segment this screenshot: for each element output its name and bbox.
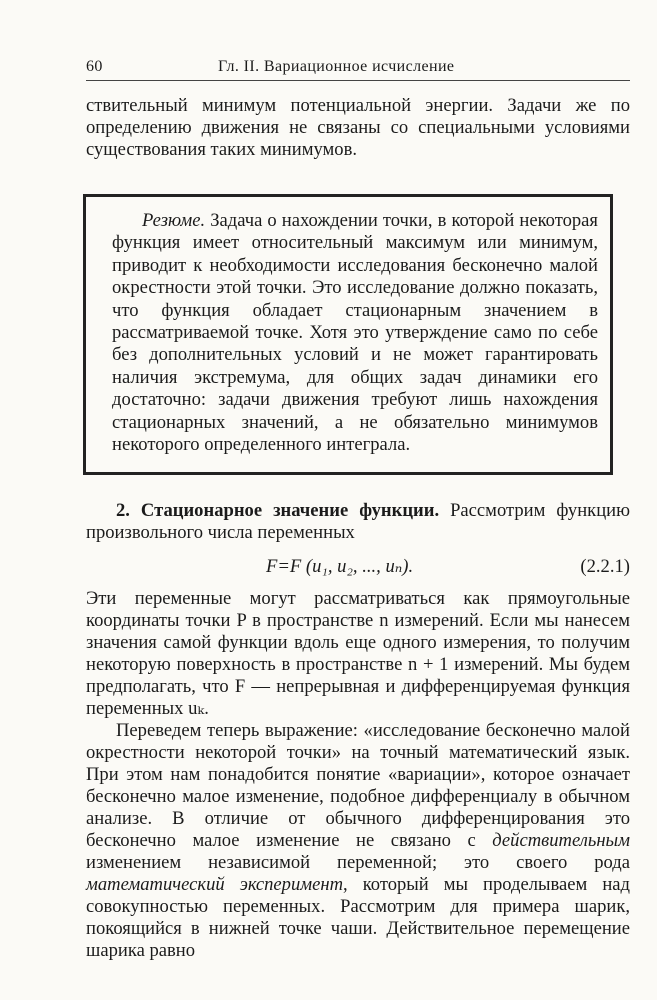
running-header bbox=[86, 54, 630, 81]
emphasis-math-experiment: математический эксперимент bbox=[86, 874, 344, 896]
section-paragraph bbox=[86, 500, 630, 544]
variation-paragraph bbox=[86, 720, 630, 962]
summary-paragraph bbox=[112, 210, 598, 456]
equation-number: (2.2.1) bbox=[580, 556, 630, 578]
page-number: 60 bbox=[86, 58, 103, 75]
variation-text-1: Переведем теперь выражение: «исследование бесконечно малой окрестности некоторой точки» на точный математический язык. При этом нам понадобится понятие «вариации», которое означает бесконечно малое изменение, подобное дифференциалу в обычном анализе. В отличие от обычного дифференцирования это бесконечно малое изменение не связано с bbox=[86, 720, 630, 852]
variation-text-2: изменением независимой переменной; это своего рода bbox=[86, 852, 630, 874]
coordinates-paragraph: Эти переменные могут рассматриваться как прямоугольные координаты точки P в пространстве n измерений. Если мы нанесем значения самой функции вдоль еще одного измерения, то получим некоторую поверхность в пространстве n + 1 измерений. Мы будем предполагать, что F — непрерывная и дифференцируемая функция переменных uₖ. bbox=[86, 588, 630, 720]
equation-2-2-1 bbox=[86, 546, 630, 588]
book-page bbox=[86, 54, 630, 962]
variation-text-3: , который мы проделываем над совокупностью переменных. Рассмотрим для примера шарик, покоящийся в нижней точке чаши. Действительное перемещение шарика равно bbox=[86, 874, 630, 962]
summary-box bbox=[83, 194, 613, 475]
equation-expression: F=F (u₁, u₂, ..., uₙ). bbox=[266, 556, 414, 578]
intro-paragraph: ствительный минимум потенциальной энергии. Задачи же по определению движения не связаны со специальными условиями существования таких минимумов. bbox=[86, 95, 630, 160]
running-title: Гл. II. Вариационное исчисление bbox=[218, 58, 455, 75]
summary-lead: Резюме. bbox=[142, 210, 206, 231]
section-text: Рассмотрим функцию произвольного числа переменных bbox=[86, 500, 630, 544]
emphasis-actual: действительным bbox=[492, 830, 630, 852]
summary-text: Задача о нахождении точки, в которой некоторая функция имеет относительный максимум или минимум, приводит к необходимости исследования бесконечно малой окрестности этой точки. Это исследование должно показать, что функция обладает стационарным значением в рассматриваемой точке. Хотя это утверждение само по себе без дополнительных условий и не может гарантировать наличия экстремума, для общих задач динамики его достаточно: задачи движения требуют лишь нахождения стационарных значений, а не обязательно минимумов некоторого определенного интеграла. bbox=[112, 210, 598, 456]
section-heading: 2. Стационарное значение функции. bbox=[116, 500, 440, 522]
